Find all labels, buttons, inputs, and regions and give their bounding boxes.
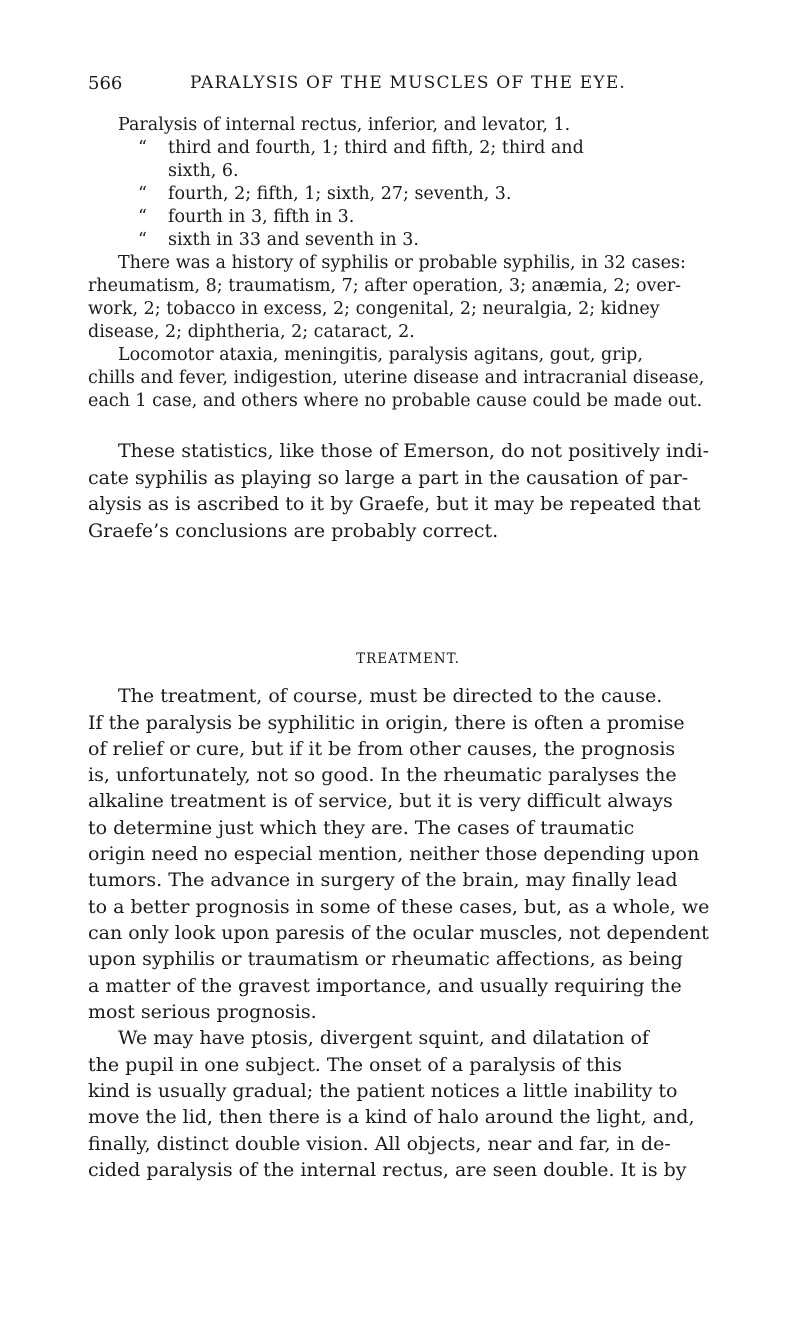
stats-line-text: fourth in 3, fifth in 3. [168,207,355,227]
statistics-line: alysis as is ascribed to it by Graefe, but it may be repeated that [88,493,701,515]
ptosis-line: kind is usually gradual; the patient notices a little inability to [88,1080,678,1102]
causes-line: rheumatism, 8; traumatism, 7; after operation, 3; anæmia, 2; over- [88,276,682,296]
treatment-line: to a better prognosis in some of these cases, but, as a whole, we [88,896,710,918]
stats-line-text: fourth, 2; fifth, 1; sixth, 27; seventh, 3. [168,184,512,204]
causes-line: disease, 2; diphtheria, 2; cataract, 2. [88,322,415,342]
stats-line [118,137,753,160]
locomotor-line: chills and fever, indigestion, uterine disease and intracranial disease, [88,368,705,388]
ditto-mark: “ [138,184,147,204]
treatment-line: is, unfortunately, not so good. In the rheumatic paralyses the [88,764,677,786]
ptosis-line: We may have ptosis, divergent squint, and dilatation of [118,1027,649,1049]
stats-line [118,206,753,229]
ditto-mark: “ [138,207,147,227]
statistics-line: cate syphilis as playing so large a part in the causation of par- [88,467,689,489]
section-heading: TREATMENT. [356,651,460,667]
treatment-line: alkaline treatment is of service, but it is very difficult always [88,790,673,812]
locomotor-line: Locomotor ataxia, meningitis, paralysis agitans, gout, grip, [118,345,643,365]
stats-line: Paralysis of internal rectus, inferior, and levator, 1. [118,115,571,135]
stats-line-text: sixth in 33 and seventh in 3. [168,230,419,250]
treatment-line: upon syphilis or traumatism or rheumatic affections, as being [88,948,683,970]
treatment-line: If the paralysis be syphilitic in origin, there is often a promise [88,712,685,734]
treatment-line: can only look upon paresis of the ocular muscles, not dependent [88,922,709,944]
treatment-line: to determine just which they are. The cases of traumatic [88,817,635,839]
ditto-mark: “ [138,138,147,158]
treatment-line: of relief or cure, but if it be from other causes, the prognosis [88,738,676,760]
running-title: PARALYSIS OF THE MUSCLES OF THE EYE. [189,73,627,93]
stats-line-text: third and fourth, 1; third and fifth, 2; third and [168,138,584,158]
stats-line [118,183,753,206]
stats-line [118,229,753,252]
treatment-line: origin need no especial mention, neither those depending upon [88,843,700,865]
treatment-line: most serious prognosis. [88,1001,317,1023]
treatment-line: a matter of the gravest importance, and usually requiring the [88,975,682,997]
treatment-line: tumors. The advance in surgery of the brain, may finally lead [88,869,678,891]
page-header [88,73,728,97]
causes-line: There was a history of syphilis or probable syphilis, in 32 cases: [118,253,686,273]
causes-line: work, 2; tobacco in excess, 2; congenital, 2; neuralgia, 2; kidney [88,299,660,319]
stats-line: sixth, 6. [168,161,239,181]
ptosis-line: move the lid, then there is a kind of halo around the light, and, [88,1106,695,1128]
locomotor-line: each 1 case, and others where no probable cause could be made out. [88,391,703,411]
statistics-line: Graefe’s conclusions are probably correct. [88,520,499,542]
ditto-mark: “ [138,230,147,250]
ptosis-line: finally, distinct double vision. All objects, near and far, in de- [88,1133,671,1155]
ptosis-line: the pupil in one subject. The onset of a paralysis of this [88,1054,622,1076]
statistics-line: These statistics, like those of Emerson, do not positively indi- [118,440,710,462]
treatment-line: The treatment, of course, must be directed to the cause. [118,685,663,707]
ptosis-line: cided paralysis of the internal rectus, are seen double. It is by [88,1159,687,1181]
page-number: 566 [88,73,123,94]
